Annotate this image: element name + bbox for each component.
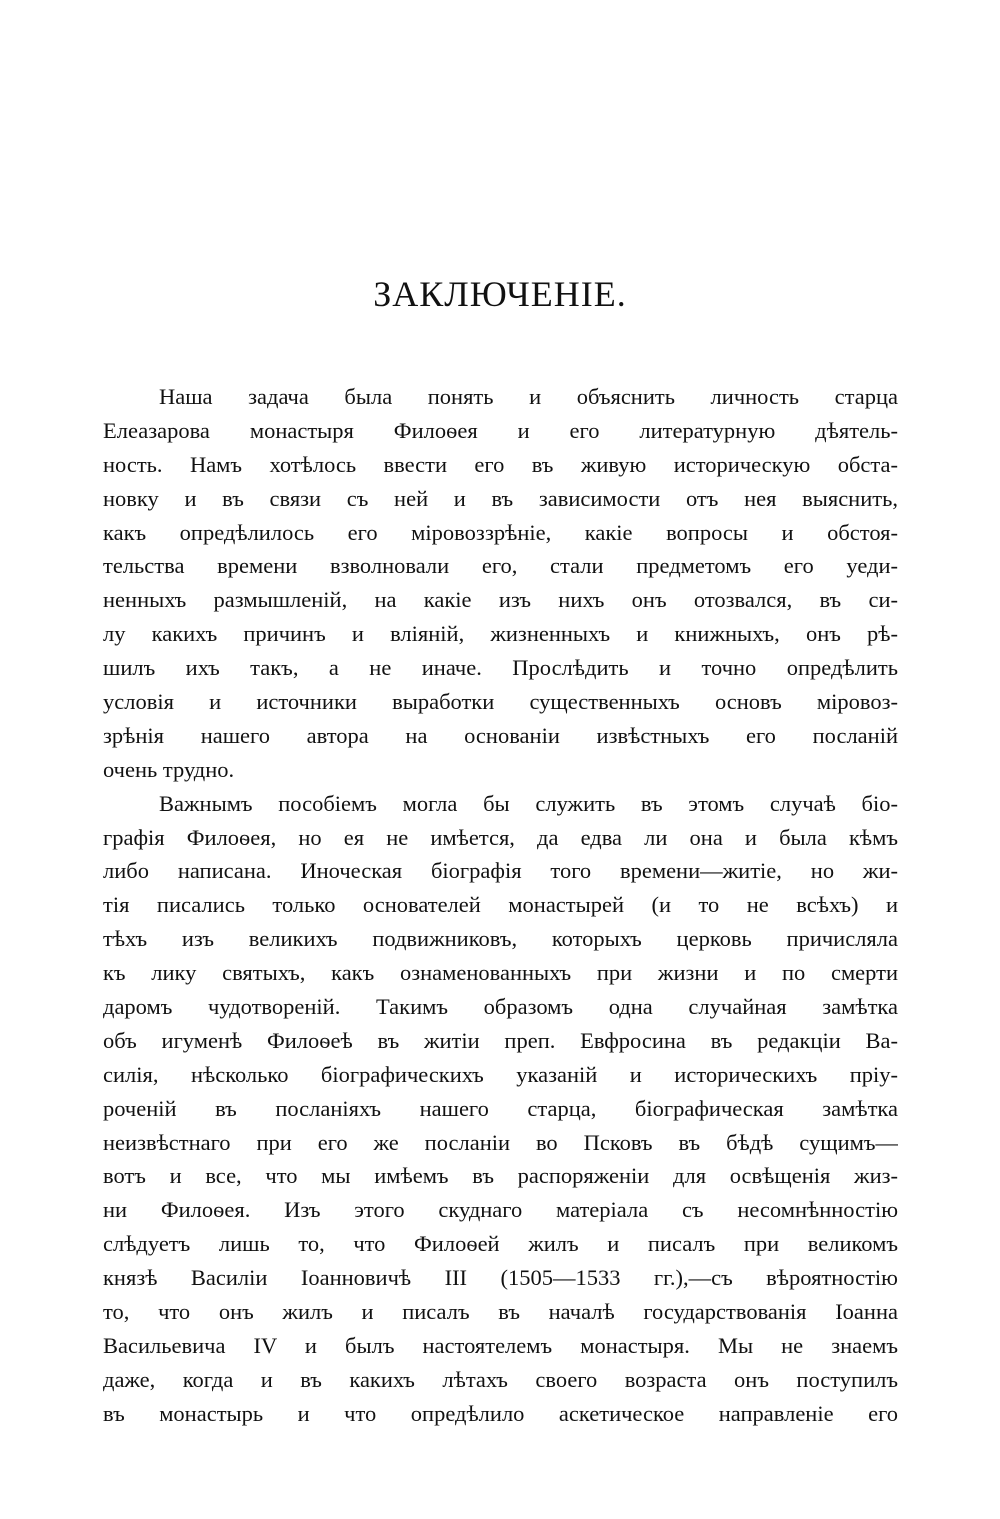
text-line: ненныхъ размышленій, на какіе изъ нихъ онъ отозвался, въ си- xyxy=(103,587,898,613)
text-line: объ игуменѣ Филоѳеѣ въ житіи преп. Евфросина въ редакціи Ва- xyxy=(103,1027,898,1053)
text-line: вотъ и все, что мы имѣемъ въ распоряженіи для освѣщенія жиз- xyxy=(103,1163,898,1189)
text-line: роченій въ посланіяхъ нашего старца, біографическая замѣтка xyxy=(103,1095,898,1121)
text-line: силія, нѣсколько біографическихъ указаній и историческихъ пріу- xyxy=(103,1061,898,1087)
text-line: зрѣнія нашего автора на основаніи извѣстныхъ его посланій xyxy=(103,722,898,748)
text-line: Наша задача была понять и объяснить личность старца xyxy=(159,384,898,409)
text-line: либо написана. Иноческая біографія того времени—житіе, но жи- xyxy=(103,858,898,884)
text-line: ни Филоѳея. Изъ этого скуднаго матеріала съ несомнѣнностію xyxy=(103,1197,898,1223)
text-line: Елеазарова монастыря Филоѳея и его литературную дѣятель- xyxy=(103,417,898,443)
text-line: ность. Намъ хотѣлось ввести его въ живую историческую обста- xyxy=(103,451,898,477)
text-line: тельства времени взволновали его, стали предметомъ его уеди- xyxy=(103,553,898,579)
text-line: условія и источники выработки существенныхъ основъ міровоз- xyxy=(103,689,898,715)
text-line: князѣ Василіи Іоанновичѣ III (1505—1533 гг.),—съ вѣроятностію xyxy=(103,1265,898,1291)
text-line: Васильевича IV и былъ настоятелемъ монастыря. Мы не знаемъ xyxy=(103,1332,898,1358)
text-line: даромъ чудотвореній. Такимъ образомъ одна случайная замѣтка xyxy=(103,994,898,1020)
page-title: ЗАКЛЮЧЕНІЕ. xyxy=(373,274,627,314)
text-line: какъ опредѣлилось его міровоззрѣніе, какіе вопросы и обстоя- xyxy=(103,519,898,545)
text-line: новку и въ связи съ ней и въ зависимости отъ нея выяснить, xyxy=(103,485,898,511)
text-line: слѣдуетъ лишь то, что Филоѳей жилъ и писалъ при великомъ xyxy=(103,1231,898,1257)
text-line: лу какихъ причинъ и вліяній, жизненныхъ и книжныхъ, онъ рѣ- xyxy=(103,621,898,647)
paragraph-2 xyxy=(103,787,898,1431)
text-line: очень трудно. xyxy=(103,756,235,782)
text-line: Важнымъ пособіемъ могла бы служить въ этомъ случаѣ біо- xyxy=(159,790,898,816)
text-line: то, что онъ жилъ и писалъ въ началѣ государствованія Іоанна xyxy=(103,1299,898,1325)
text-line: тѣхъ изъ великихъ подвижниковъ, которыхъ церковь причисляла xyxy=(103,926,898,952)
text-line: неизвѣстнаго при его же посланіи во Псковъ въ бѣдѣ сущимъ— xyxy=(103,1129,898,1155)
text-line: къ лику святыхъ, какъ ознаменованныхъ при жизни и по смерти xyxy=(103,960,898,986)
text-line: въ монастырь и что опредѣлило аскетическое направленіе его xyxy=(103,1400,898,1426)
body-text xyxy=(103,380,898,1431)
text-line: шилъ ихъ такъ, а не иначе. Прослѣдить и точно опредѣлить xyxy=(103,655,898,681)
text-line: даже, когда и въ какихъ лѣтахъ своего возраста онъ поступилъ xyxy=(103,1366,898,1392)
paragraph-1 xyxy=(103,380,898,787)
text-line: тія писались только основателей монастырей (и то не всѣхъ) и xyxy=(103,892,898,918)
text-line: графія Филоѳея, но ея не имѣется, да едва ли она и была кѣмъ xyxy=(103,824,898,850)
